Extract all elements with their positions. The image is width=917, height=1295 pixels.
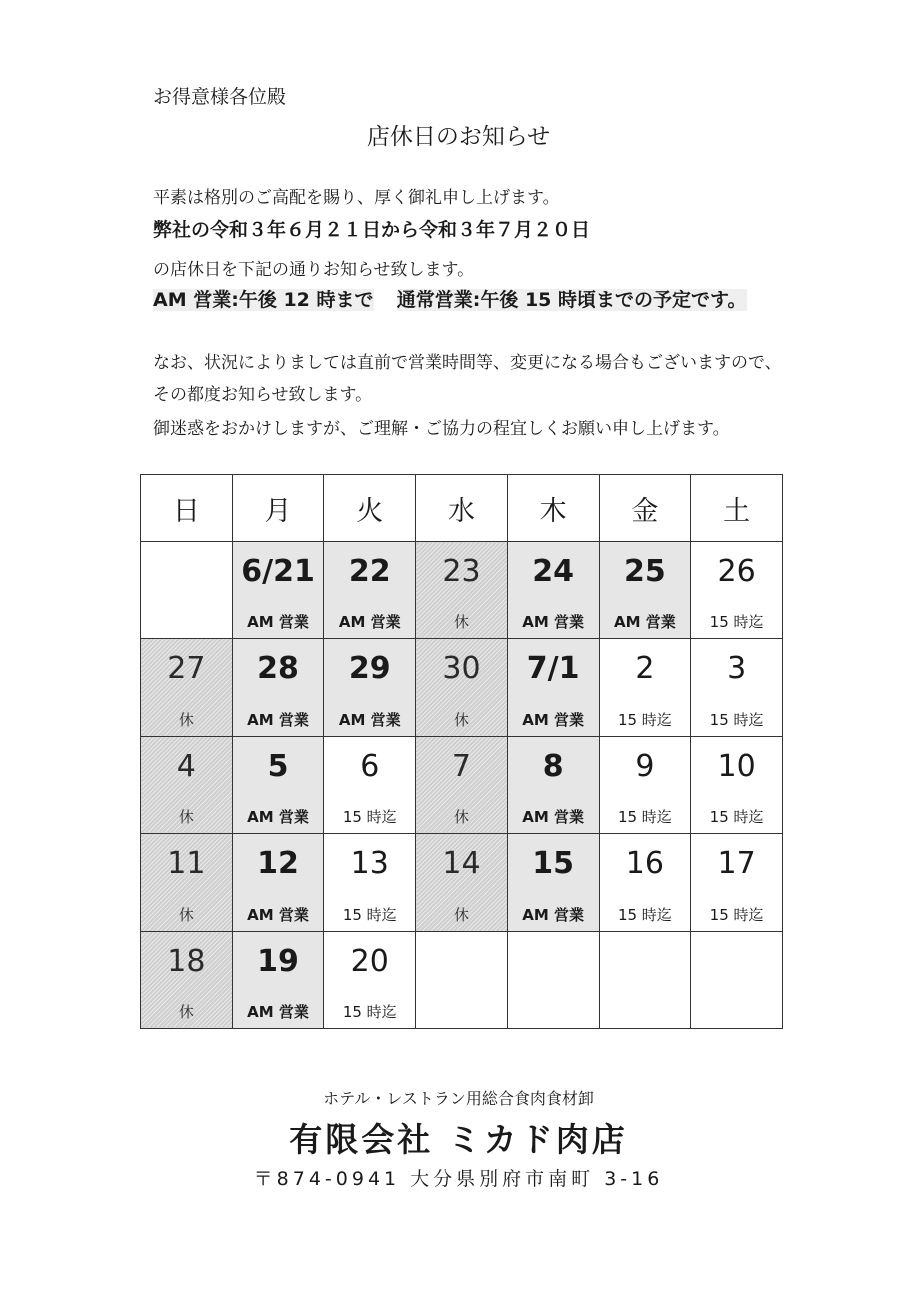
weekday-header: 土 bbox=[691, 475, 783, 542]
weekday-header: 月 bbox=[232, 475, 324, 542]
day-number: 17 bbox=[717, 846, 756, 882]
calendar-body bbox=[141, 542, 783, 1029]
calendar-day-cell bbox=[691, 542, 783, 639]
day-status: AM 営業 bbox=[522, 613, 585, 632]
calendar-day-cell bbox=[232, 834, 324, 931]
day-number: 24 bbox=[532, 554, 575, 589]
calendar-day-cell bbox=[416, 834, 508, 931]
calendar-day-cell bbox=[141, 542, 233, 639]
day-status: AM 営業 bbox=[338, 710, 401, 729]
calendar-day-cell bbox=[691, 736, 783, 833]
calendar-day-cell bbox=[232, 931, 324, 1028]
day-number: 13 bbox=[350, 846, 389, 882]
day-number: 26 bbox=[717, 554, 756, 589]
calendar-day-cell bbox=[141, 931, 233, 1028]
day-number: 22 bbox=[348, 554, 391, 589]
company-address: 〒874-0941 大分県別府市南町 3-16 bbox=[253, 1168, 664, 1190]
day-number: 6/21 bbox=[241, 554, 315, 589]
calendar-day-cell bbox=[416, 639, 508, 736]
calendar-day-cell bbox=[232, 639, 324, 736]
weekday-header: 金 bbox=[599, 475, 691, 542]
normal-hours-text: 通常営業:午後 15 時頃までの予定です。 bbox=[396, 289, 747, 311]
calendar-day-cell bbox=[691, 639, 783, 736]
calendar-week-row bbox=[141, 834, 783, 931]
calendar-day-cell bbox=[232, 542, 324, 639]
day-status: AM 営業 bbox=[522, 710, 585, 729]
am-hours-text: AM 営業:午後 12 時まで bbox=[153, 289, 374, 311]
day-number: 19 bbox=[257, 943, 299, 979]
calendar-day-cell bbox=[691, 931, 783, 1028]
calendar-day-cell bbox=[507, 639, 599, 736]
day-status: AM 営業 bbox=[247, 613, 309, 632]
day-status: 15 時迄 bbox=[342, 905, 397, 924]
day-number: 16 bbox=[625, 846, 664, 882]
day-number: 30 bbox=[442, 651, 481, 687]
day-status: 15 時迄 bbox=[709, 613, 764, 632]
greeting-line: 平素は格別のご高配を賜り、厚く御礼申し上げます。 bbox=[153, 188, 560, 208]
calendar-day-cell bbox=[324, 931, 416, 1028]
calendar-week-row bbox=[141, 931, 783, 1028]
day-status: 休 bbox=[178, 905, 194, 924]
calendar-day-cell bbox=[232, 736, 324, 833]
calendar-day-cell bbox=[599, 736, 691, 833]
calendar-week-row bbox=[141, 639, 783, 736]
calendar-day-cell bbox=[599, 834, 691, 931]
day-status: 休 bbox=[178, 710, 194, 729]
day-status: 休 bbox=[178, 808, 194, 827]
calendar-day-cell bbox=[324, 542, 416, 639]
calendar-day-cell bbox=[691, 834, 783, 931]
day-number: 5 bbox=[267, 748, 289, 784]
day-status: AM 営業 bbox=[522, 808, 585, 827]
calendar-day-cell bbox=[507, 931, 599, 1028]
day-status: AM 営業 bbox=[247, 710, 309, 729]
day-status: 15 時迄 bbox=[709, 905, 764, 924]
day-number: 8 bbox=[542, 748, 564, 784]
day-status: AM 営業 bbox=[247, 808, 309, 827]
day-number: 18 bbox=[167, 943, 206, 979]
weekday-header: 木 bbox=[507, 475, 599, 542]
calendar-day-cell bbox=[507, 542, 599, 639]
notice-line: の店休日を下記の通りお知らせ致します。 bbox=[153, 260, 475, 280]
calendar-day-cell bbox=[599, 931, 691, 1028]
day-number: 25 bbox=[623, 554, 666, 589]
calendar-day-cell bbox=[324, 639, 416, 736]
calendar-day-cell bbox=[599, 639, 691, 736]
calendar-week-row bbox=[141, 736, 783, 833]
day-status: AM 営業 bbox=[522, 905, 585, 924]
change-notice-line: なお、状況によりましては直前で営業時間等、変更になる場合もございますので、 bbox=[153, 353, 782, 373]
day-number: 12 bbox=[257, 846, 299, 882]
day-number: 11 bbox=[167, 846, 206, 882]
day-status: AM 営業 bbox=[338, 613, 401, 632]
calendar-day-cell bbox=[507, 736, 599, 833]
day-number: 27 bbox=[167, 651, 206, 687]
day-number: 7 bbox=[451, 748, 471, 784]
day-number: 10 bbox=[717, 748, 756, 784]
calendar-day-cell bbox=[416, 736, 508, 833]
day-number: 3 bbox=[727, 651, 747, 687]
day-status: 15 時迄 bbox=[617, 710, 672, 729]
day-status: 休 bbox=[453, 613, 469, 632]
period-line: 弊社の令和３年６月２１日から令和３年７月２０日 bbox=[153, 219, 591, 241]
day-status: 15 時迄 bbox=[617, 808, 672, 827]
calendar-day-cell bbox=[416, 542, 508, 639]
day-number: 2 bbox=[635, 651, 655, 687]
day-status: 休 bbox=[178, 1003, 194, 1021]
calendar-day-cell bbox=[324, 736, 416, 833]
calendar-day-cell bbox=[324, 834, 416, 931]
day-status: 15 時迄 bbox=[617, 905, 672, 924]
company-subtitle: ホテル・レストラン用総合食肉食材卸 bbox=[323, 1089, 594, 1108]
day-number: 29 bbox=[348, 651, 391, 687]
day-number: 9 bbox=[635, 748, 655, 784]
day-number: 20 bbox=[350, 943, 389, 979]
calendar-day-cell bbox=[141, 736, 233, 833]
day-number: 28 bbox=[257, 651, 299, 687]
calendar-day-cell bbox=[141, 639, 233, 736]
day-number: 4 bbox=[176, 748, 196, 784]
weekday-header-row bbox=[141, 475, 783, 542]
calendar-day-cell bbox=[141, 834, 233, 931]
hours-line bbox=[153, 285, 747, 312]
company-name: 有限会社 ミカド肉店 bbox=[289, 1120, 628, 1159]
page-title: 店休日のお知らせ bbox=[366, 124, 551, 150]
day-status: 15 時迄 bbox=[342, 808, 397, 827]
day-status: 休 bbox=[453, 905, 469, 924]
day-status: 15 時迄 bbox=[709, 808, 764, 827]
day-status: AM 営業 bbox=[247, 905, 309, 924]
day-status: 休 bbox=[453, 710, 469, 729]
day-status: 15 時迄 bbox=[342, 1003, 397, 1021]
notify-line: その都度お知らせ致します。 bbox=[153, 385, 373, 405]
weekday-header: 水 bbox=[416, 475, 508, 542]
calendar-day-cell bbox=[599, 542, 691, 639]
salutation: お得意様各位殿 bbox=[153, 86, 287, 108]
apology-line: 御迷惑をおかけしますが、ご理解・ご協力の程宜しくお願い申し上げます。 bbox=[153, 419, 730, 439]
day-number: 23 bbox=[442, 554, 481, 589]
day-status: 15 時迄 bbox=[709, 710, 764, 729]
calendar-day-cell bbox=[507, 834, 599, 931]
day-status: AM 営業 bbox=[613, 613, 676, 632]
holiday-calendar bbox=[140, 474, 783, 1029]
calendar-day-cell bbox=[416, 931, 508, 1028]
day-status: AM 営業 bbox=[247, 1003, 309, 1021]
calendar-week-row bbox=[141, 542, 783, 639]
weekday-header: 火 bbox=[324, 475, 416, 542]
day-number: 7/1 bbox=[526, 651, 580, 687]
day-number: 6 bbox=[360, 748, 380, 784]
day-status: 休 bbox=[453, 808, 469, 827]
day-number: 15 bbox=[532, 846, 575, 882]
day-number: 14 bbox=[442, 846, 481, 882]
weekday-header: 日 bbox=[141, 475, 233, 542]
